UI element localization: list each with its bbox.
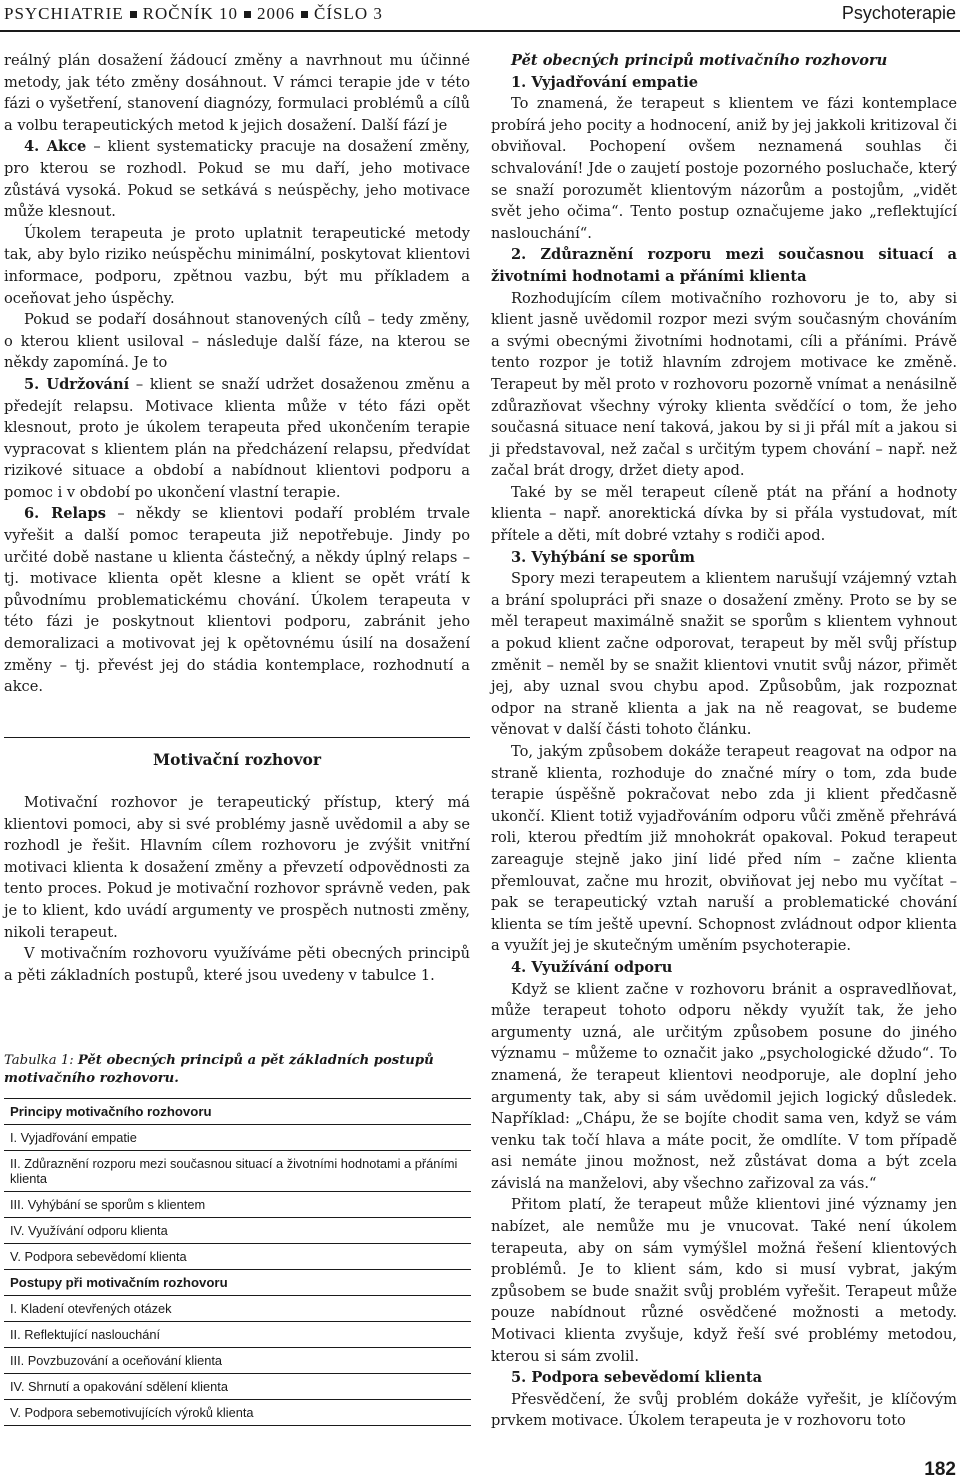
journal-info <box>4 4 383 24</box>
paragraph: V motivačním rozhovoru využíváme pěti obecných principů a pěti základních postupů, které jsou uvedeny v tabulce 1. <box>4 945 470 984</box>
paragraph: Rozhodujícím cílem motivačního rozhovoru je to, aby si klient jasně uvědomil rozpor mezi svým současným chováním a svými obecnými životními hodnotami, cíli a přáními. Právě tento rozpor je totiž hlavním zdrojem motivace ke změně. Terapeut by měl proto v rozhovoru pozorně vnímat a nenásilně zdůrazňovat všechny výroky klienta svědčící o tom, že jeho současná situace není taková, jakou by si ji přál mít a jakou si ji představoval, než začal s určitým typem chování – např. než začal brát drogy, držet diety apod. <box>491 289 957 480</box>
stage-5-paragraph <box>4 374 470 504</box>
table-row: II. Reflektující naslouchání <box>4 1322 471 1348</box>
stage-5-text: – klient se snaží udržet dosaženou změnu a předejít relapsu. Motivace klienta může v této fázi opět klesnout, proto je úkolem terapeuta před ukončením terapie vypracovat s klientem plán na předcházení relapsu, předvídat rizikové situace a období a nabídnout klientovi podporu a pomoc i v období po ukončení vlastní terapie. <box>4 375 470 501</box>
section-name: Psychoterapie <box>841 3 956 23</box>
left-column-section <box>4 792 470 986</box>
paragraph: reálný plán dosažení žádoucí změny a navrhnout mu účinné metody, jak této změny dosáhnout. V rámci terapie jde v této fázi o vyšetření, stanovení diagnózy, formulaci problémů a cílů a volbu terapeutických metod k jejich dosažení. Další fází je <box>4 52 470 134</box>
stage-4-label: 4. Akce <box>24 138 87 156</box>
stage-4-paragraph <box>4 136 470 222</box>
table-row: III. Vyhýbání se sporům s klientem <box>4 1192 471 1218</box>
stage-5-label: 5. Udržování <box>24 375 130 393</box>
left-column <box>4 50 470 698</box>
paragraph: To znamená, že terapeut s klientem ve fázi kontemplace probírá jeho pocity a hodnocení, aniž by jej jakkoli kritizoval či obviňoval. Pochopení ovšem neznamená souhlas či schvalování! Jde o zaujetí postoje pozorného posluchače, který se snaží porozumět klientovým názorům a postojům, „vidět svět jeho očima“. Tento postup označujeme jako „reflektující naslouchání“. <box>491 95 957 242</box>
volume: ROČNÍK 10 <box>142 4 239 23</box>
subheading-2: 2. Zdůraznění rozporu mezi současnou situací a životními hodnotami a přáními klienta <box>491 246 957 285</box>
table-row: IV. Využívání odporu klienta <box>4 1218 471 1244</box>
subheading-1: 1. Vyjadřování empatie <box>511 73 699 91</box>
table-row: I. Vyjadřování empatie <box>4 1125 471 1151</box>
paragraph: Když se klient začne v rozhovoru bránit a ospravedlňovat, může terapeut tohoto odporu někdy využít tak, že jeho argumenty uzná, ale určitým způsobem posune do jiného významu – můžeme to označit jako „psychologické džudo“. To znamená, že terapeut klientovi neodporuje, ale doplní jeho argumenty tak, aby si sám uvědomil jejich logický důsledek. Například: „Chápu, že se bojíte chodit sama ven, když se vám venku tak točí hlava a máte pocit, že omdlíte. V tom případě asi nemáte jinou možnost, než zůstávat doma a být zcela závislá na manželovi, aby všechno zařizoval za vás.“ <box>491 980 957 1192</box>
paragraph: Přesvědčení, že svůj problém dokáže vyřešit, je klíčovým prvkem motivace. Úkolem terapeuta je v rozhovoru toto <box>491 1390 957 1430</box>
journal-name: PSYCHIATRIE <box>4 4 124 23</box>
table-row: V. Podpora sebevědomí klienta <box>4 1244 471 1270</box>
table-row: III. Povzbuzování a oceňování klienta <box>4 1348 471 1374</box>
separator-square-icon <box>244 11 251 18</box>
separator-square-icon <box>130 11 137 18</box>
table-row: II. Zdůraznění rozporu mezi současnou situací a životními hodnotami a přáními klienta <box>4 1151 471 1192</box>
section-title: Motivační rozhovor <box>152 750 321 769</box>
issue: ČÍSLO 3 <box>314 4 383 23</box>
paragraph: Pokud se podaří dosáhnout stanovených cílů – tedy změny, o kterou klient usiloval – následuje další fáze, na kterou se někdy zapomíná. Je to <box>4 311 470 372</box>
stage-6-paragraph <box>4 503 470 697</box>
table-row: V. Podpora sebemotivujících výroků klienta <box>4 1400 471 1426</box>
header-rule <box>0 30 960 32</box>
right-column <box>491 50 957 1432</box>
table-row: I. Kladení otevřených otázek <box>4 1296 471 1322</box>
stage-6-text: – někdy se klientovi podaří problém trvale vyřešit a další pomoc terapeuta již nepotřebuje. Jindy po určité době nastane u klienta částečný, a někdy úplný relaps – tj. motivace klienta opět klesne a klient se opět vrátí k původnímu problematickému chování. Úkolem terapeuta v této fázi je poskytnout klientovi podporu, zabránit jeho demoralizaci a motivovat jej k opětovnému úsilí na dosažení změny – tj. převést jej do stádia kontemplace, rozhodnutí a akce. <box>4 505 470 696</box>
year: 2006 <box>257 4 296 23</box>
table-caption <box>4 1052 470 1088</box>
table-1 <box>4 1098 471 1426</box>
section-rule <box>4 737 470 738</box>
subheading-4: 4. Využívání odporu <box>511 958 673 976</box>
paragraph: Také by se měl terapeut cíleně ptát na přání a hodnoty klienta – např. anorektická dívka by si přála vystudovat, mít přítele a děti, mít dobré vztahy s rodiči apod. <box>491 483 957 545</box>
table-header-principles: Principy motivačního rozhovoru <box>4 1099 471 1125</box>
separator-square-icon <box>301 11 308 18</box>
table-row: IV. Shrnutí a opakování sdělení klienta <box>4 1374 471 1400</box>
paragraph: Motivační rozhovor je terapeutický přístup, který má klientovi pomoci, aby si své problémy jasně uvědomil a aby se rozhodl je řešit. Hlavním cílem rozhovoru je zvýšit vnitřní motivaci klienta k dosažení změny a převzetí odpovědnosti za tento proces. Pokud je motivační rozhovor správně veden, pak je to klient, kdo uvádí argumenty ve prospěch nutnosti změny, nikoli terapeut. <box>4 794 470 941</box>
paragraph: Spory mezi terapeutem a klientem narušují vzájemný vztah a brání spolupráci při snaze o dosažení změny. Proto se by se měl terapeut maximálně snažit se sporům s klientem vyhnout a pokud klient začne odporovat, terapeut by měl svůj přístup změnit – neměl by se snažit klientovi vnutit svůj názor, přimět jej, aby uznal svou chybu apod. Způsobům, jak rozpoznat odpor na straně klienta a jak na ně reagovat, se budeme věnovat v další části tohoto článku. <box>491 570 957 739</box>
running-header <box>0 0 960 28</box>
subheading-5: 5. Podpora sebevědomí klienta <box>511 1369 763 1387</box>
paragraph: Úkolem terapeuta je proto uplatnit terapeutické metody tak, aby bylo riziko neúspěchu minimální, poskytovat klientovi informace, podporu, zpětnou vazbu, být mu příkladem a oceňovat jeho úspěchy. <box>4 224 470 307</box>
stage-6-label: 6. Relaps <box>24 505 106 523</box>
table-caption-title: Pět obecných principů a pět základních postupů motivačního rozhovoru. <box>4 1053 434 1086</box>
subheading-3: 3. Vyhýbání se sporům <box>511 548 695 566</box>
principles-heading: Pět obecných principů motivačního rozhovoru <box>511 52 888 69</box>
table-caption-prefix: Tabulka 1: <box>4 1053 78 1068</box>
stage-4-text: – klient systematicky pracuje na dosažení změny, pro kterou se rozhodl. Pokud se mu daří, jeho motivace zůstává vysoká. Pokud se setkává s neúspěchy, jeho motivace může klesnout. <box>4 138 470 221</box>
table-header-procedures: Postupy při motivačním rozhovoru <box>4 1270 471 1296</box>
page-number: 182 <box>924 1459 956 1480</box>
paragraph: Přitom platí, že terapeut může klientovi jiné významy jen nabízet, ale nemůže mu je vnucovat. Také není úkolem terapeuta, aby on sám vymýšlel možná řešení klientových problémů. Je to klient sám, kdo si musí vybrat, jakým způsobem se bude snažit svůj problém vyřešit. Terapeut může pouze nabídnout různé osvědčené možnosti a metody. Motivaci klienta zvyšuje, když řeší své problémy metodou, kterou si sám zvolil. <box>491 1196 957 1365</box>
paragraph: To, jakým způsobem dokáže terapeut reagovat na odpor na straně klienta, rozhoduje do značné míry o tom, zda bude terapie úspěšně pokračovat nebo zda ji klient předčasně ukončí. Klient totiž vyjadřováním odporu vůči změně přehrává roli, kterou předtím již mnohokrát opakoval. Pokud terapeut zareaguje stejně jako jiní lidé před ním – začne klienta přemlouvat, začne mu hrozit, obviňovat jej nebo mu vyčítat – pak se terapeutický vztah naruší a problematické chování klienta se tím ještě upevní. Schopnost zvládnout odpor klienta a využít jej je skutečným uměním psychoterapie. <box>491 743 957 955</box>
